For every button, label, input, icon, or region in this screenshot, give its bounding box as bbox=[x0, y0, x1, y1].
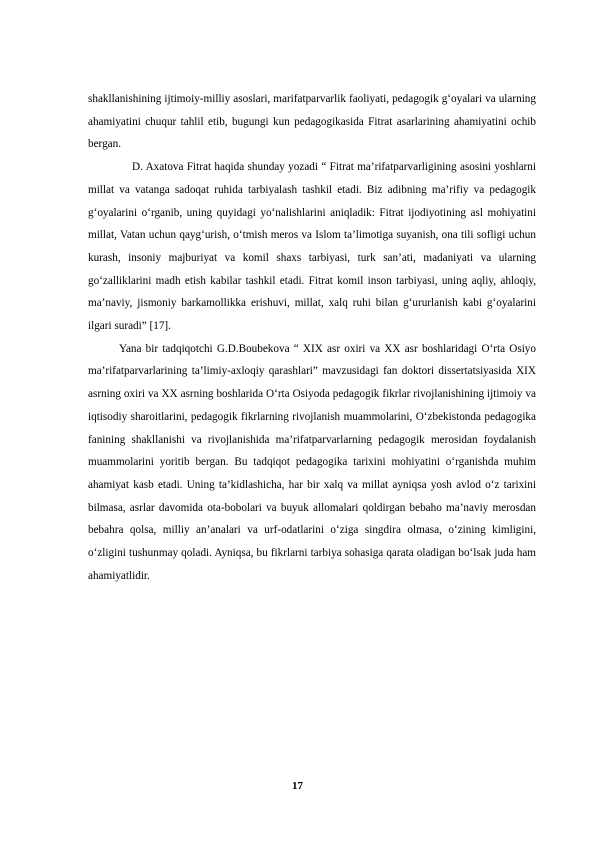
page-number: 17 bbox=[292, 780, 303, 792]
page-body bbox=[88, 88, 536, 587]
paragraph-axatova-quote: D. Axatova Fitrat haqida shunday yozadi “ Fitrat ma’rifatparvarligining asosini yoshlarni millat va vatanga sadoqat ruhida tarbiyalash tashkil etadi. Biz adibning ma’rifiy va pedagogik g‘oyalarini o‘rganib, uning quyidagi yo‘nalishlarini aniqladik: Fitrat ijodiyotining asl mohiyatini millat, Vatan uchun qayg‘urish, o‘tmish meros va Islom ta’limotiga suyanish, ona tili sofligi uchun kurash, insoniy majburiyat va komil shaxs tarbiyasi, turk san’ati, madaniyati va ularning go‘zalliklarini madh etish kabilar tashkil etadi. Fitrat komil inson tarbiyasi, uning aqliy, ahloqiy, ma’naviy, jismoniy barkamollikka erishuvi, millat, xalq ruhi bilan g‘ururlanish kabi g‘oyalarini ilgari suradi” [17]. bbox=[88, 161, 536, 333]
paragraph-continuation: shakllanishining ijtimoiy-milliy asoslari, marifatparvarlik faoliyati, pedagogik g‘oyalari va ularning ahamiyatini chuqur tahlil etib, bugungi kun pedagogikasida Fitrat asarlarining ahamiyatini ochib bergan. bbox=[88, 93, 536, 151]
paragraph-boubekova-research: Yana bir tadqiqotchi G.D.Boubekova “ XIX asr oxiri va XX asr boshlaridagi O‘rta Osiyo ma’rifatparvarlarining ta’limiy-axloqiy qarashlari” mavzusidagi fan doktori dissertatsiyasida XIX asrning oxiri va XX asrning boshlarida O‘rta Osiyoda pedagogik fikrlar rivojlanishining ijtimoiy va iqtisodiy sharoitlarini, pedagogik fikrlarning rivojlanish muammolarini, O‘zbekistonda pedagogika fanining shakllanishi va rivojlanishida ma’rifatparvarlarning pedagogik merosidan foydalanish muammolarini yoritib bergan. Bu tadqiqot pedagogika tarixini mohiyatini o‘rganishda muhim ahamiyat kasb etadi. Uning ta’kidlashicha, har bir xalq va millat ayniqsa yosh avlod o‘z tarixini bilmasa, asrlar davomida ota-bobolari va buyuk allomalari qoldirgan bebaho ma’naviy merosdan bebahra qolsa, milliy an’analari va urf-odatlarini o‘ziga singdira olmasa, o‘zining kimligini, o‘zligini tushunmay qoladi. Ayniqsa, bu fikrlarni tarbiya sohasiga qarata oladigan bo‘lsak juda ham ahamiyatlidir. bbox=[88, 342, 536, 582]
